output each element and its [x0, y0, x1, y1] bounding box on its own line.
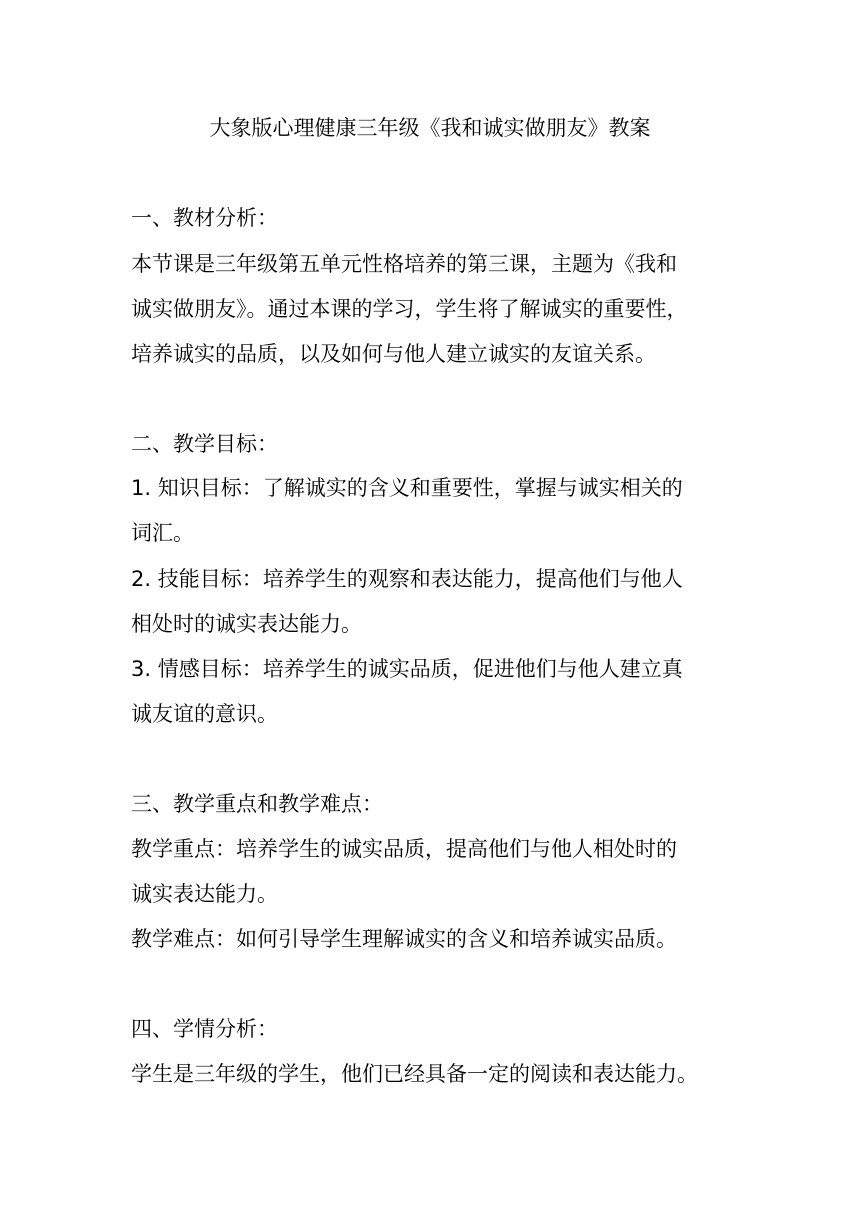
paragraph-line: 2. 技能目标：培养学生的观察和表达能力，提高他们与他人	[131, 567, 683, 591]
paragraph-line: 诚实表达能力。	[131, 882, 278, 906]
paragraph-line: 诚友谊的意识。	[131, 702, 278, 726]
paragraph-line: 3. 情感目标：培养学生的诚实品质，促进他们与他人建立真	[131, 657, 683, 681]
section-heading: 三、教学重点和教学难点：	[131, 792, 383, 816]
paragraph-line: 培养诚实的品质，以及如何与他人建立诚实的友谊关系。	[131, 342, 656, 366]
paragraph-line: 本节课是三年级第五单元性格培养的第三课，主题为《我和	[131, 252, 677, 276]
paragraph-line: 教学难点：如何引导学生理解诚实的含义和培养诚实品质。	[131, 927, 677, 951]
paragraph-line: 词汇。	[131, 521, 194, 545]
paragraph-line: 诚实做朋友》。通过本课的学习，学生将了解诚实的重要性，	[131, 297, 688, 321]
document-title: 大象版心理健康三年级《我和诚实做朋友》教案	[209, 116, 651, 140]
paragraph-line: 相处时的诚实表达能力。	[131, 612, 362, 636]
section-heading: 四、学情分析：	[131, 1017, 278, 1041]
paragraph-line: 1. 知识目标：了解诚实的含义和重要性，掌握与诚实相关的	[131, 476, 683, 500]
paragraph-line: 教学重点：培养学生的诚实品质，提高他们与他人相处时的	[131, 837, 677, 861]
paragraph-line: 学生是三年级的学生，他们已经具备一定的阅读和表达能力。	[131, 1062, 698, 1086]
section-heading: 一、教材分析：	[131, 206, 278, 230]
section-heading: 二、教学目标：	[131, 432, 278, 456]
